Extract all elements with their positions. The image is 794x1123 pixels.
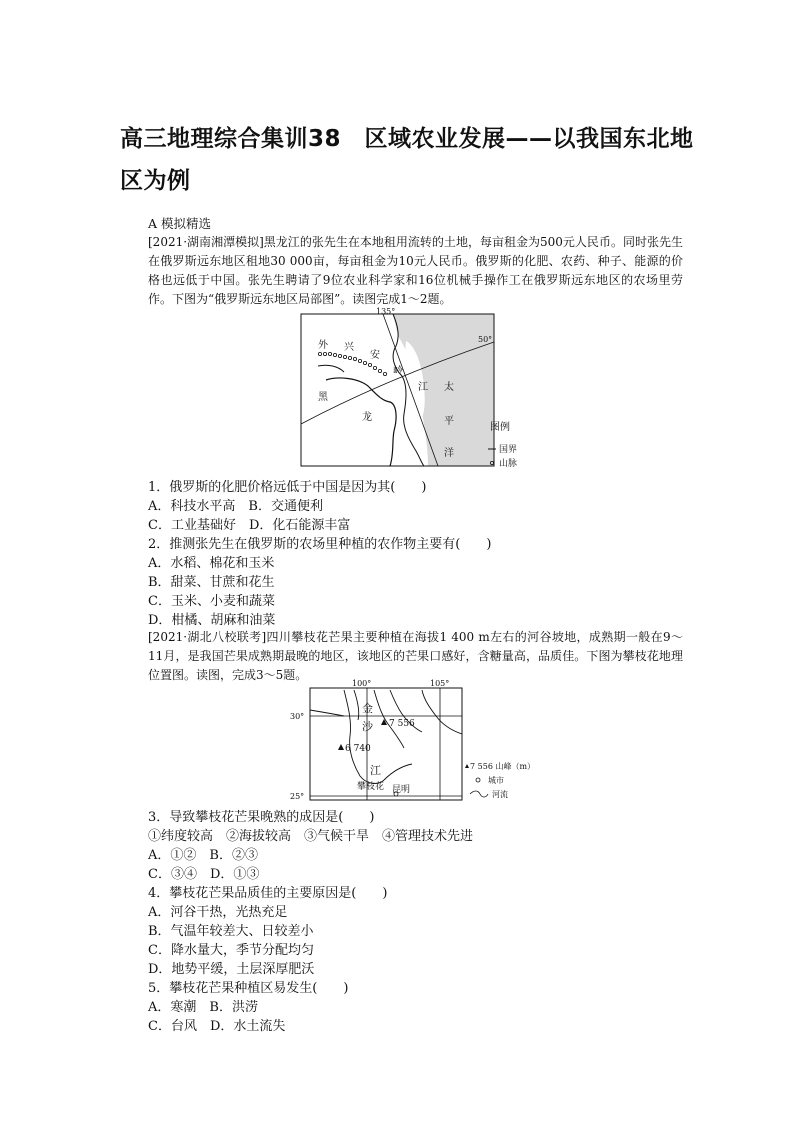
legend-city-label: 城市 [488, 776, 504, 785]
question-3-stem: 3．导致攀枝花芒果晚熟的成因是( ) [148, 810, 375, 825]
map-label: 外 [318, 340, 328, 351]
question-5-stem: 5．攀枝花芒果种植区易发生( ) [148, 981, 349, 996]
question-1-option: A．科技水平高 B．交通便利 [148, 499, 323, 514]
page-title: 高三地理综合集训38 区域农业发展——以我国东北地区为例 [120, 126, 694, 194]
peak-symbol [338, 744, 344, 750]
peak-label: 6 740 [345, 744, 371, 754]
map-label: 龙 [362, 412, 372, 423]
river-label: 江 [370, 764, 381, 777]
map-label: 洋 [444, 448, 454, 459]
passage-2: [2021·湖北八校联考]四川攀枝花芒果主要种植在海拔1 400 m左右的河谷坡地，成熟期一般在9～11月，是我国芒果成熟期最晚的地区，该地区的芒果口感好，含糖量高，品质佳。下图为攀枝花地理位置图。读图，完成3～5题。 [148, 630, 683, 682]
map-label: 黑 [318, 392, 328, 403]
map-label: 江 [418, 382, 428, 393]
lon-label: 105° [430, 679, 450, 688]
map-label: 太 [444, 382, 454, 393]
river-segment [318, 365, 344, 372]
question-4-stem: 4．攀枝花芒果品质佳的主要原因是( ) [148, 886, 388, 901]
city-label: 攀枝花 [357, 782, 385, 792]
legend-peak-label: 7 556 山峰（m） [470, 762, 536, 771]
question-1-option: C．工业基础好 D．化石能源丰富 [148, 518, 351, 533]
river-label: 沙 [362, 720, 373, 733]
lon-label: 135° [376, 307, 396, 316]
lat-label: 50° [478, 335, 493, 344]
legend-city-symbol [476, 778, 480, 782]
question-2-option: A．水稻、棉花和玉米 [148, 556, 275, 571]
city-label: 昆明 [392, 785, 411, 795]
question-3-option: ①纬度较高 ②海拔较高 ③气候干旱 ④管理技术先进 [148, 829, 474, 844]
section-heading: A 模拟精选 [148, 216, 212, 231]
map-label: 兴 [344, 342, 354, 353]
lon-label: 100° [352, 679, 372, 688]
legend-mountain-label: 山脉 [499, 459, 518, 469]
legend-border-label: 国界 [499, 445, 518, 455]
question-4-option: A．河谷干热，光热充足 [148, 905, 288, 920]
map-frame [310, 688, 462, 800]
river-lines [310, 690, 462, 783]
legend-peak-symbol [465, 764, 469, 768]
map-label: 岭 [393, 366, 403, 377]
question-4-option: D．地势平缓，土层深厚肥沃 [148, 962, 315, 977]
question-1-stem: 1．俄罗斯的化肥价格远低于中国是因为其( ) [148, 480, 427, 495]
panzhihua-map [282, 676, 542, 810]
question-2-option: C．玉米、小麦和蔬菜 [148, 594, 275, 609]
lat-label: 25° [290, 792, 305, 801]
peak-label: 7 556 [389, 719, 415, 729]
question-2-option: D．柑橘、胡麻和油菜 [148, 613, 276, 628]
lat-label: 30° [290, 712, 305, 721]
legend-river-label: 河流 [492, 790, 508, 799]
river-label: 金 [362, 702, 373, 715]
question-3-option: C．③④ D．①③ [148, 867, 260, 882]
map-label: 平 [444, 416, 454, 427]
question-3-option: A．①② B．②③ [148, 848, 258, 863]
question-2-option: B．甜菜、甘蔗和花生 [148, 575, 275, 590]
map-label: 安 [370, 350, 380, 361]
question-5-option: C．台风 D．水土流失 [148, 1019, 286, 1034]
question-2-stem: 2．推测张先生在俄罗斯的农场里种植的农作物主要有( ) [148, 537, 492, 552]
legend-river-symbol [470, 791, 488, 797]
legend-title: 图例 [490, 422, 510, 433]
question-4-option: B．气温年较差大、日较差小 [148, 924, 314, 939]
passage-1: [2021·湖南湘潭模拟]黑龙江的张先生在本地租用流转的土地，每亩租金为500元人民币。同时张先生在俄罗斯远东地区租地30 000亩，每亩租金为10元人民币。俄罗斯的化肥、农药、种子、能源的价格也远低于中国。张先生聘请了9位农业科学家和16位机械手操作工在俄罗斯远东地区的农场里劳作。下图为“俄罗斯远东地区局部图”。读图完成1～2题。 [148, 235, 683, 306]
question-5-option: A．寒潮 B．洪涝 [148, 1000, 258, 1015]
russia-far-east-map [298, 306, 543, 480]
question-4-option: C．降水量大，季节分配均匀 [148, 943, 314, 958]
